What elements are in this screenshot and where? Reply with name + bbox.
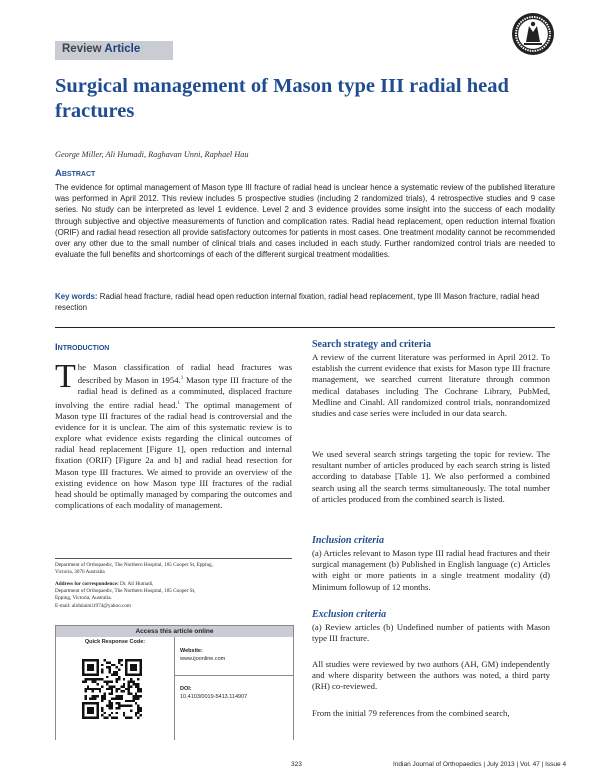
intro-text-part-b: Mason type III fracture of the radial head is defined as a comminuted, displaced fracture involving the entire radial head. bbox=[55, 375, 292, 410]
tag-word-article: Article bbox=[104, 43, 141, 55]
intro-text-part-a: he Mason classification of radial head fractures was described by Mason in 1954. bbox=[77, 362, 292, 386]
tag-word-review: Review bbox=[62, 43, 102, 55]
correspondence-line: Department of Orthopaedic, The Northern Hospital, 185 Cooper St, bbox=[55, 588, 196, 595]
page-footer bbox=[0, 740, 600, 776]
drop-cap: T bbox=[55, 358, 76, 395]
access-box-heading: Access this article online bbox=[56, 626, 293, 637]
intro-text-part-c: The optimal management of Mason type III fractures of the radial head is controversial and the evidence for it is unclear. The aim of this systematic review is to explore what evidence exists regarding the clinical outcomes of radial head replacement [Figure 1], open reduction and internal fixation (ORIF) [Figure 2a and b] and radial head resection for Mason type III fractures. We aimed to provide an overview of the existing evidence on how Mason type III fractures of the radial head should be optimally managed by comparing the outcomes and complications of each modality of management. bbox=[55, 399, 292, 511]
journal-citation: Indian Journal of Orthopaedics | July 2013 | Vol. 47 | Issue 4 bbox=[393, 761, 567, 768]
affiliation-line: Department of Orthopaedic, The Northern Hospital, 185 Cooper St, Epping, bbox=[55, 562, 213, 568]
introduction-heading: Introduction bbox=[55, 342, 110, 353]
correspondence-note bbox=[55, 581, 292, 610]
reference-superscript: 1 bbox=[180, 376, 184, 382]
author-list: George Miller, Ali Humadi, Raghavan Unni, Raphael Hau bbox=[55, 150, 249, 159]
access-online-box bbox=[55, 625, 294, 753]
footnote-divider bbox=[55, 558, 292, 559]
search-strategy-heading: Search strategy and criteria bbox=[312, 339, 431, 350]
section-divider bbox=[55, 327, 555, 328]
abstract-text: The evidence for optimal management of Mason type III fracture of radial head is unclear hence a systematic review of the published literature was performed in April 2012. This review includes 5 prospective studies (including 2 randomized trials), 4 retrospective studies and 9 case series. No study can be interpreted as level 1 evidence. Level 2 and 3 evidence provides some insight into the success of each modality through subjective and objective measurements of function and complication rates. Radial head replacement, open reduction internal fixation (ORIF) and radial head resection all provide satisfactory outcomes for patients in most cases. One treatment modality cannot be recommended over any other due to the small number of clinical trials and cases included in each study. Further randomized control trials are needed to evaluate the full benefits and shortcomings of each of the different surgical treatment modalities. bbox=[55, 183, 555, 260]
keywords-text: Radial head fracture, radial head open reduction internal fixation, radial head replacement, type III Mason fracture, radial head resection bbox=[55, 292, 540, 313]
introduction-text bbox=[55, 358, 292, 511]
correspondence-label: Address for correspondence: bbox=[55, 581, 119, 587]
affiliation-line: Victoria, 3076 Australia bbox=[55, 569, 105, 576]
keywords-label: Key words: bbox=[55, 292, 98, 301]
correspondence-line: Epping, Victoria, Australia. bbox=[55, 595, 112, 602]
website-link[interactable]: www.ijoonline.com bbox=[180, 656, 226, 662]
article-title: Surgical management of Mason type III radial head fractures bbox=[55, 75, 509, 122]
results-paragraph-start: From the initial 79 references from the combined search, bbox=[312, 708, 510, 718]
reference-superscript: 1 bbox=[177, 400, 181, 406]
correspondence-email[interactable]: E-mail: alidulaimi1974@yahoo.com bbox=[55, 602, 131, 609]
article-type-tag bbox=[55, 41, 173, 60]
exclusion-criteria-text: (a) Review articles (b) Undefined number of patients with Mason type III fracture. bbox=[312, 622, 550, 644]
affiliation-note bbox=[55, 562, 292, 576]
journal-seal-icon bbox=[511, 12, 555, 56]
exclusion-criteria-heading: Exclusion criteria bbox=[312, 609, 387, 620]
qr-code-icon[interactable] bbox=[82, 659, 142, 719]
search-strategy-paragraph-1: A review of the current literature was performed in April 2012. To establish the current evidence that exists for Mason type III fracture management, we searched current literature through common medical databases including The Cochrane Library, PubMed, Medline and Cinahl. All randomized control trials, nonrandomized studies and case series were included in our data search. bbox=[312, 352, 550, 419]
access-box-divider bbox=[175, 675, 293, 676]
inclusion-criteria-heading: Inclusion criteria bbox=[312, 535, 384, 546]
review-process-paragraph: All studies were reviewed by two authors (AH, GM) independently and where disparity between the authors was noted, a third party (RH) co-reviewed. bbox=[312, 659, 550, 692]
keywords bbox=[55, 291, 555, 313]
website-label: Website: bbox=[180, 648, 203, 654]
search-strategy-paragraph-2: We used several search strings targeting the topic for review. The resultant number of articles produced by each search string is listed according to database [Table 1]. We also performed a combined search using all the search terms simultaneously. The total number of articles produced from the combined search is listed. bbox=[312, 449, 550, 504]
doi-label: DOI: bbox=[180, 686, 192, 692]
article-link-panel bbox=[175, 637, 293, 752]
qr-panel bbox=[56, 637, 175, 752]
abstract-heading: Abstract bbox=[55, 168, 96, 179]
correspondence-name: Dr. Ali Humadi, bbox=[118, 581, 154, 587]
page-number: 323 bbox=[291, 761, 302, 768]
doi-link[interactable]: 10.4103/0019-5413.114907 bbox=[180, 694, 248, 700]
qr-label: Quick Response Code: bbox=[84, 639, 146, 645]
inclusion-criteria-text: (a) Articles relevant to Mason type III radial head fractures and their surgical management (b) Published in English language (c) Articles with eight or more patients in a single treatment modality (d) Minimum followup of 12 months. bbox=[312, 548, 550, 592]
